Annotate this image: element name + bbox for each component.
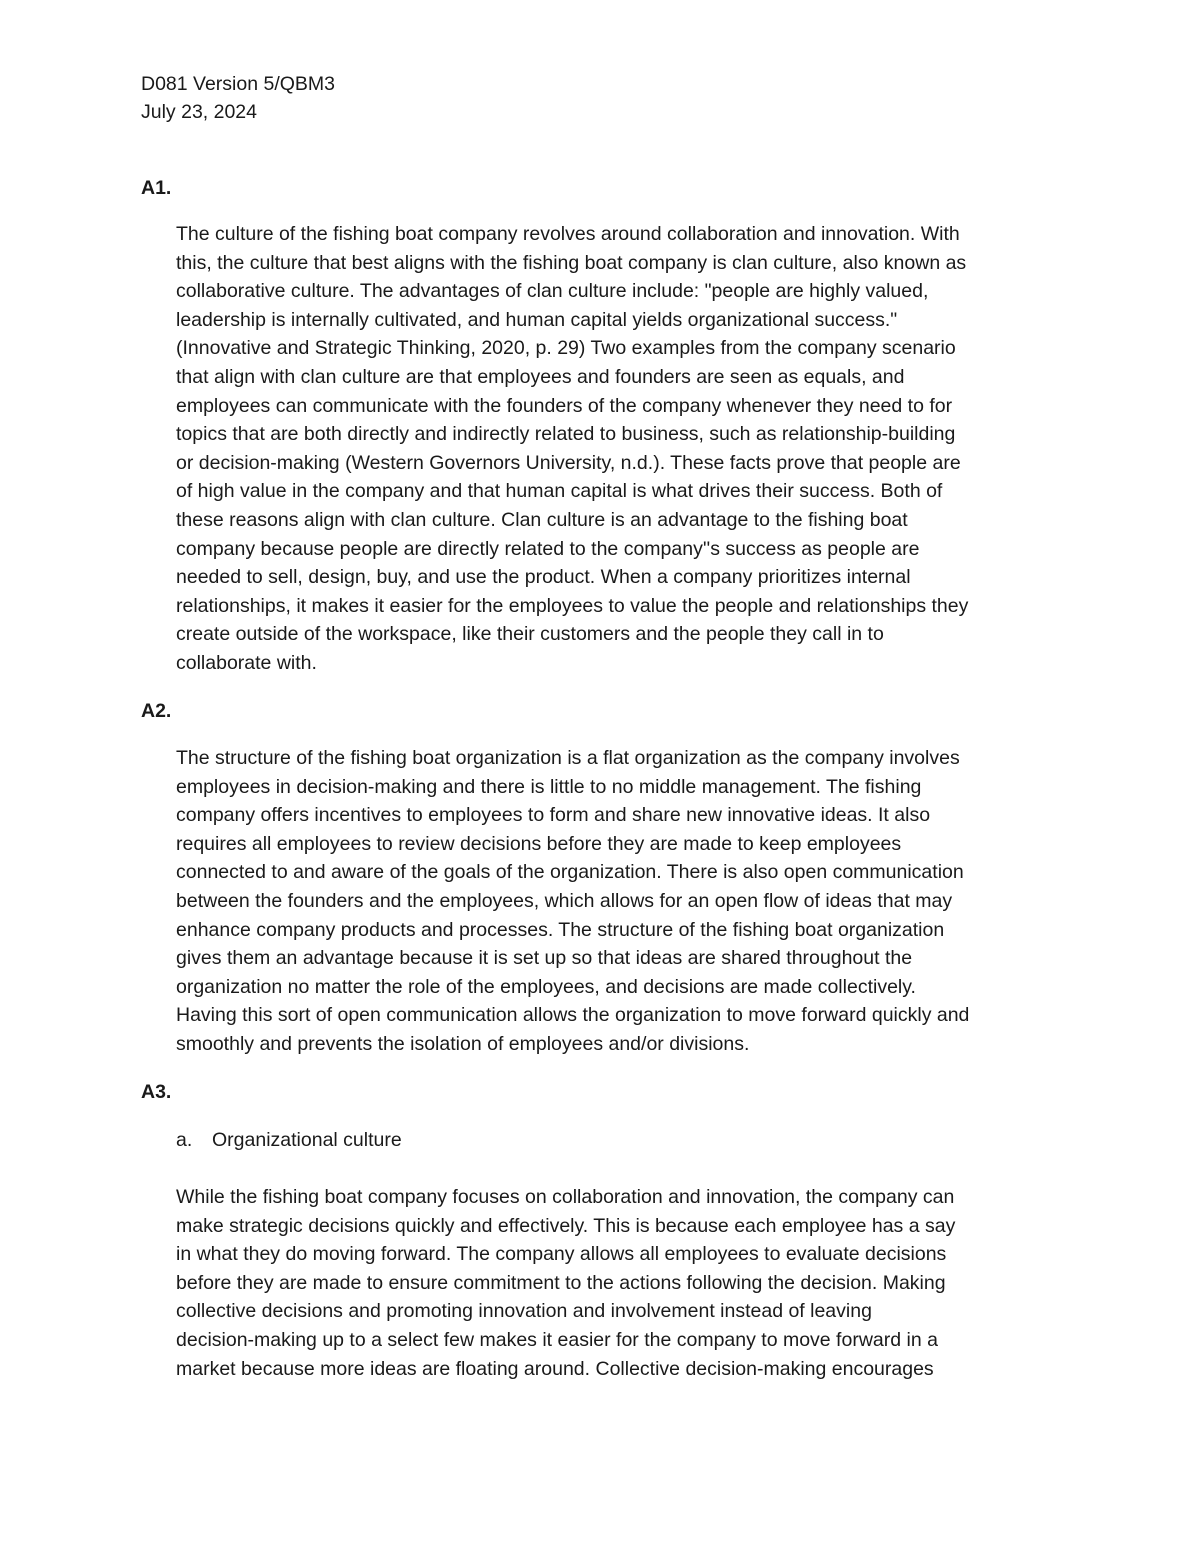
- section-a2-paragraph: [176, 744, 1066, 1059]
- paragraph-line: organization no matter the role of the employees, and decisions are made collectively.: [176, 975, 916, 998]
- paragraph-line: The structure of the fishing boat organization is a flat organization as the company involves: [176, 747, 960, 769]
- section-a1-paragraph: [176, 220, 1066, 678]
- paragraph-line: company because people are directly related to the company''s success as people are: [176, 537, 920, 560]
- paragraph-line: collaborate with.: [176, 651, 317, 674]
- paragraph-line: (Innovative and Strategic Thinking, 2020, p. 29) Two examples from the company scenario: [176, 337, 956, 360]
- paragraph-line: gives them an advantage because it is set up so that ideas are shared throughout the: [176, 947, 913, 970]
- paragraph-line: between the founders and the employees, which allows for an open flow of ideas that may: [176, 889, 953, 912]
- section-a3-paragraph: [176, 1183, 1066, 1383]
- paragraph-line: employees in decision-making and there is little to no middle management. The fishing: [176, 775, 922, 798]
- paragraph-line: company offers incentives to employees to form and share new innovative ideas. It also: [176, 804, 931, 827]
- paragraph-line: collaborative culture. The advantages of clan culture include: "people are highly valued,: [176, 280, 929, 303]
- paragraph-line: or decision-making (Western Governors University, n.d.). These facts prove that people are: [176, 451, 961, 474]
- paragraph-line: employees can communicate with the founders of the company whenever they need to for: [176, 394, 953, 417]
- paragraph-line: these reasons align with clan culture. Clan culture is an advantage to the fishing boat: [176, 508, 908, 531]
- paragraph-line: in what they do moving forward. The company allows all employees to evaluate decisions: [176, 1243, 947, 1266]
- list-item-label: Organizational culture: [212, 1129, 402, 1151]
- section-heading-a3: A3.: [141, 1081, 172, 1103]
- paragraph-line: relationships, it makes it easier for the employees to value the people and relationships they: [176, 594, 969, 617]
- course-line: D081 Version 5/QBM3: [141, 73, 336, 95]
- list-item-organizational-culture: [176, 1126, 402, 1154]
- paragraph-line: While the fishing boat company focuses on collaboration and innovation, the company can: [176, 1186, 955, 1208]
- paragraph-line: enhance company products and processes. The structure of the fishing boat organization: [176, 918, 945, 941]
- section-heading-a2: A2.: [141, 700, 172, 722]
- paragraph-line: Having this sort of open communication allows the organization to move forward quickly and: [176, 1004, 970, 1027]
- paragraph-line: topics that are both directly and indirectly related to business, such as relationship-building: [176, 423, 956, 446]
- paragraph-line: of high value in the company and that human capital is what drives their success. Both of: [176, 480, 943, 503]
- section-heading-a1: A1.: [141, 177, 172, 199]
- list-marker: a.: [176, 1129, 193, 1151]
- paragraph-line: smoothly and prevents the isolation of employees and/or divisions.: [176, 1032, 750, 1055]
- paragraph-line: this, the culture that best aligns with the fishing boat company is clan culture, also known as: [176, 251, 967, 274]
- paragraph-line: that align with clan culture are that employees and founders are seen as equals, and: [176, 365, 905, 388]
- paragraph-line: collective decisions and promoting innovation and involvement instead of leaving: [176, 1300, 872, 1323]
- paragraph-line: requires all employees to review decisions before they are made to keep employees: [176, 832, 902, 855]
- paragraph-line: decision-making up to a select few makes it easier for the company to move forward in a: [176, 1328, 938, 1351]
- document-date: July 23, 2024: [141, 101, 258, 123]
- paragraph-line: before they are made to ensure commitment to the actions following the decision. Making: [176, 1271, 946, 1294]
- paragraph-line: needed to sell, design, buy, and use the product. When a company prioritizes internal: [176, 566, 911, 589]
- paragraph-line: connected to and aware of the goals of the organization. There is also open communication: [176, 861, 964, 884]
- paragraph-line: make strategic decisions quickly and effectively. This is because each employee has a say: [176, 1214, 956, 1237]
- paragraph-line: create outside of the workspace, like their customers and the people they call in to: [176, 623, 884, 646]
- paragraph-line: The culture of the fishing boat company revolves around collaboration and innovation. With: [176, 223, 960, 245]
- paragraph-line: market because more ideas are floating around. Collective decision-making encourages: [176, 1357, 934, 1380]
- paragraph-line: leadership is internally cultivated, and human capital yields organizational success.": [176, 308, 898, 331]
